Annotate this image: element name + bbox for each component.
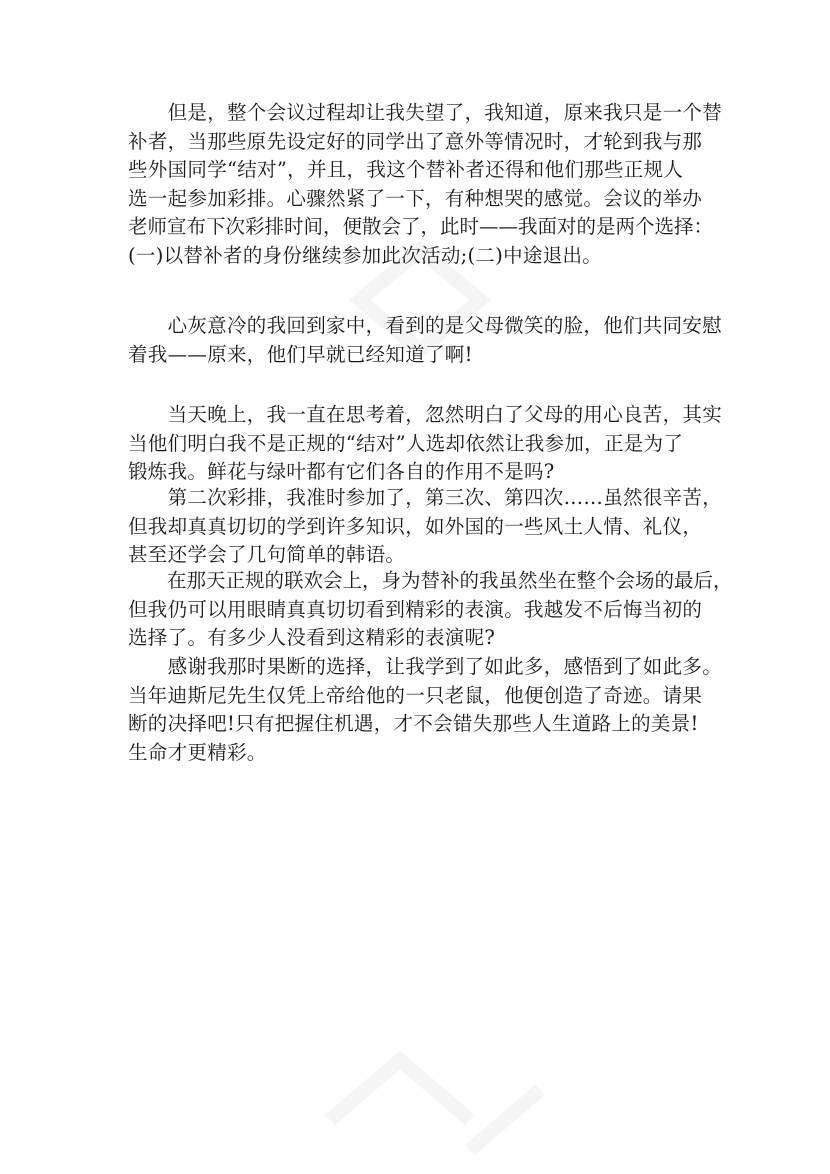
text-line: (一)以替补者的身份继续参加此次活动;(二)中途退出。 bbox=[128, 243, 603, 267]
text-line: 当年迪斯尼先生仅凭上帝给他的一只老鼠，他便创造了奇迹。请果 bbox=[128, 683, 703, 707]
paragraph-5 bbox=[128, 567, 733, 653]
paragraph-2 bbox=[128, 312, 722, 369]
text-line: 补者，当那些原先设定好的同学出了意外等情况时，才轮到我与那 bbox=[128, 129, 703, 153]
text-line: 生命才更精彩。 bbox=[128, 740, 267, 764]
text-line: 断的决择吧!只有把握住机遇，才不会错失那些人生道路上的美景! bbox=[128, 712, 699, 735]
text-line: 第二次彩排，我准时参加了，第三次、第四次……虽然很辛苦， bbox=[128, 486, 723, 509]
text-line: 着我——原来，他们早就已经知道了啊! bbox=[128, 342, 473, 366]
text-line: 在那天正规的联欢会上，身为替补的我虽然坐在整个会场的最后， bbox=[128, 569, 733, 592]
paragraph-6 bbox=[128, 653, 722, 767]
text-line: 选择了。有多少人没看到这精彩的表演呢? bbox=[128, 626, 496, 649]
text-line: 选一起参加彩排。心骤然紧了一下，有种想哭的感觉。会议的举办 bbox=[128, 186, 703, 210]
text-line: 但我仍可以用眼睛真真切切看到精彩的表演。我越发不后悔当初的 bbox=[128, 597, 703, 621]
text-line: 锻炼我。鲜花与绿叶都有它们各自的作用不是吗? bbox=[128, 460, 555, 483]
text-line: 甚至还学会了几句简单的韩语。 bbox=[128, 543, 406, 566]
text-line: 感谢我那时果断的选择，让我学到了如此多，感悟到了如此多。 bbox=[128, 655, 723, 678]
text-line: 但是，整个会议过程却让我失望了，我知道，原来我只是一个替 bbox=[128, 101, 723, 124]
text-line: 当他们明白我不是正规的“结对”人选却依然让我参加，正是为了 bbox=[128, 431, 684, 455]
paragraph-1 bbox=[128, 99, 722, 270]
text-line: 当天晚上，我一直在思考着，忽然明白了父母的用心良苦，其实 bbox=[128, 403, 723, 426]
text-line: 但我却真真切切的学到许多知识，如外国的一些风土人情、礼仪， bbox=[128, 514, 703, 538]
text-line: 些外国同学“结对”，并且，我这个替补者还得和他们那些正规人 bbox=[128, 158, 684, 181]
paragraph-4 bbox=[128, 484, 722, 570]
paragraph-3 bbox=[128, 401, 722, 487]
text-line: 老师宣布下次彩排时间，便散会了，此时——我面对的是两个选择： bbox=[128, 215, 714, 238]
text-line: 心灰意冷的我回到家中，看到的是父母微笑的脸，他们共同安慰 bbox=[128, 314, 723, 337]
